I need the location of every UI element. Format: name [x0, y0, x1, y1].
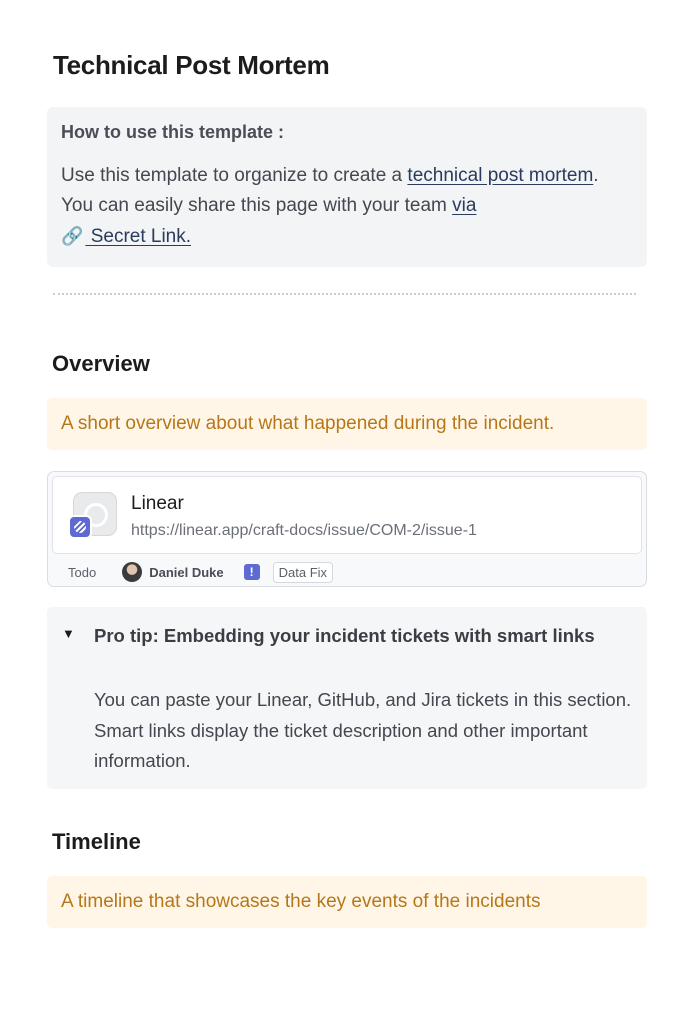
- how-to-text-middle: . You can easily share this page with your team: [61, 165, 599, 216]
- secret-link[interactable]: [61, 226, 191, 247]
- ticket-status: Todo: [68, 564, 97, 580]
- how-to-text-before: Use this template to organize to create a: [61, 165, 408, 186]
- ticket-assignee: Daniel Duke: [149, 564, 224, 580]
- overview-heading: Overview: [52, 351, 150, 376]
- how-to-use-text: [61, 161, 633, 252]
- pro-tip-title[interactable]: Pro tip: Embedding your incident tickets with smart links: [94, 625, 595, 646]
- secret-link-label: Secret Link.: [85, 226, 192, 247]
- linear-smart-link-card[interactable]: [47, 471, 647, 587]
- linear-badge-icon: [68, 515, 92, 539]
- how-to-use-block: [47, 107, 647, 267]
- dotted-divider: [53, 293, 636, 295]
- timeline-callout[interactable]: A timeline that showcases the key events of the incidents: [47, 876, 647, 928]
- smart-link-meta: [68, 560, 333, 584]
- page-title: Technical Post Mortem: [53, 50, 330, 80]
- via-link[interactable]: via: [452, 195, 477, 216]
- toggle-arrow-icon[interactable]: ▼: [62, 626, 75, 641]
- how-to-use-title: How to use this template :: [61, 122, 285, 142]
- timeline-heading: Timeline: [52, 829, 141, 854]
- overview-callout[interactable]: A short overview about what happened during the incident.: [47, 398, 647, 450]
- ticket-label: Data Fix: [273, 562, 333, 583]
- technical-post-mortem-link[interactable]: technical post mortem: [407, 165, 594, 186]
- avatar: [122, 562, 142, 582]
- link-icon: 🔗: [61, 226, 84, 246]
- smart-link-title[interactable]: Linear: [131, 493, 184, 514]
- pro-tip-toggle-block: [47, 607, 647, 789]
- pro-tip-body: You can paste your Linear, GitHub, and Jira tickets in this section. Smart links display the ticket description and other important information.: [94, 689, 632, 771]
- smart-link-url[interactable]: https://linear.app/craft-docs/issue/COM-2/issue-1: [131, 522, 477, 539]
- urgent-priority-icon: !: [244, 564, 260, 580]
- smart-link-preview[interactable]: [52, 476, 642, 554]
- linear-logo-icon: [73, 492, 117, 536]
